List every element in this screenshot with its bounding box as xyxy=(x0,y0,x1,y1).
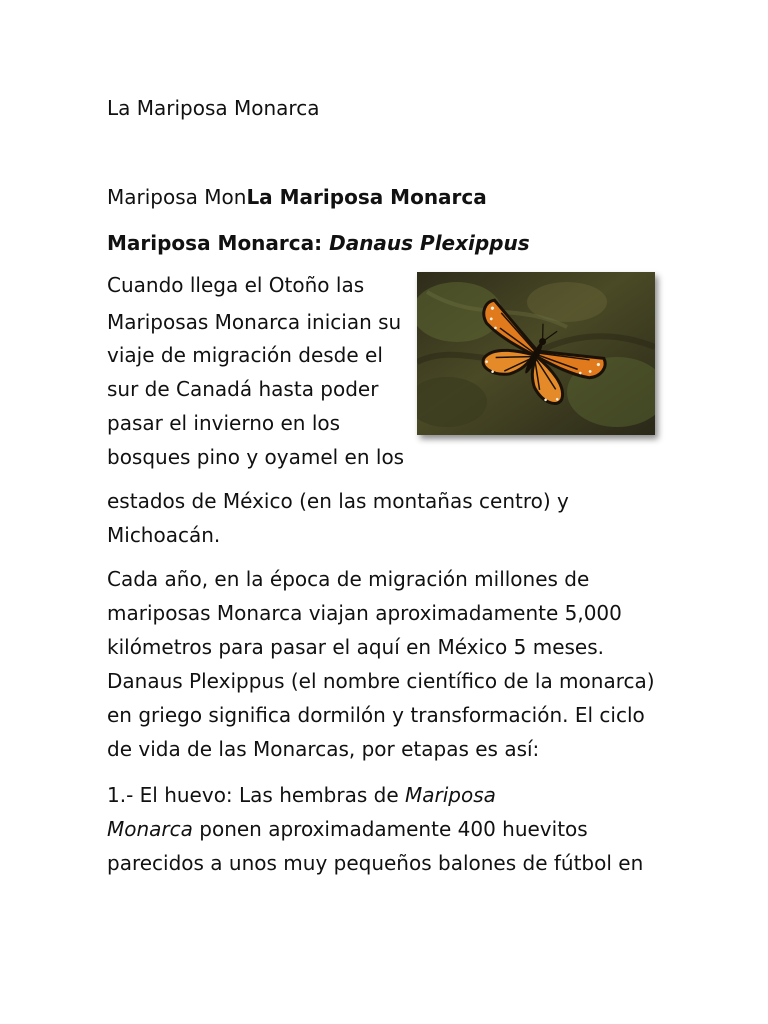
paragraph-2-line-4: Danaus Plexippus (el nombre científico de la monarca) xyxy=(107,669,655,693)
paragraph-2-line-1: Cada año, en la época de migración millones de xyxy=(107,567,590,591)
paragraph-2-line-3: kilómetros para pasar el aquí en México 5 meses. xyxy=(107,635,605,659)
paragraph-2-line-5: en griego significa dormilón y transformación. El ciclo xyxy=(107,703,645,727)
intro-continued-line-2: Michoacán. xyxy=(107,523,221,547)
intro-line-1: Cuando llega el Otoño las xyxy=(107,273,365,297)
paragraph-3-line-3: parecidos a unos muy pequeños balones de fútbol en xyxy=(107,851,644,875)
monarch-butterfly-photo xyxy=(417,272,655,435)
heading-prefix: Mariposa Mon xyxy=(107,185,247,209)
intro-continued-line-1: estados de México (en las montañas centro) y xyxy=(107,489,569,513)
subheading xyxy=(107,226,530,260)
paragraph-3-line-2 xyxy=(107,812,588,846)
paragraph-3-line-1-text: 1.- El huevo: Las hembras de xyxy=(107,783,405,807)
document-title: La Mariposa Monarca xyxy=(107,96,320,120)
heading-bold: La Mariposa Monarca xyxy=(246,185,487,209)
paragraph-2-line-2: mariposas Monarca viajan aproximadamente 5,000 xyxy=(107,601,622,625)
intro-line-3: viaje de migración desde el xyxy=(107,343,383,367)
intro-line-4: sur de Canadá hasta poder xyxy=(107,377,379,401)
paragraph-3-line-1-italic: Mariposa xyxy=(404,783,496,807)
heading-line xyxy=(107,180,487,214)
paragraph-3-line-2-italic: Monarca xyxy=(107,817,193,841)
intro-line-6: bosques pino y oyamel en los xyxy=(107,445,405,469)
monarch-butterfly-icon xyxy=(417,272,655,435)
subheading-bold: Mariposa Monarca: xyxy=(107,231,330,255)
intro-line-5: pasar el invierno en los xyxy=(107,411,341,435)
intro-line-2: Mariposas Monarca inician su xyxy=(107,310,402,334)
scientific-name: Danaus Plexippus xyxy=(329,231,530,255)
paragraph-2-line-6: de vida de las Monarcas, por etapas es así: xyxy=(107,737,540,761)
paragraph-3-line-2-text: ponen aproximadamente 400 huevitos xyxy=(192,817,588,841)
paragraph-3-line-1 xyxy=(107,778,496,812)
